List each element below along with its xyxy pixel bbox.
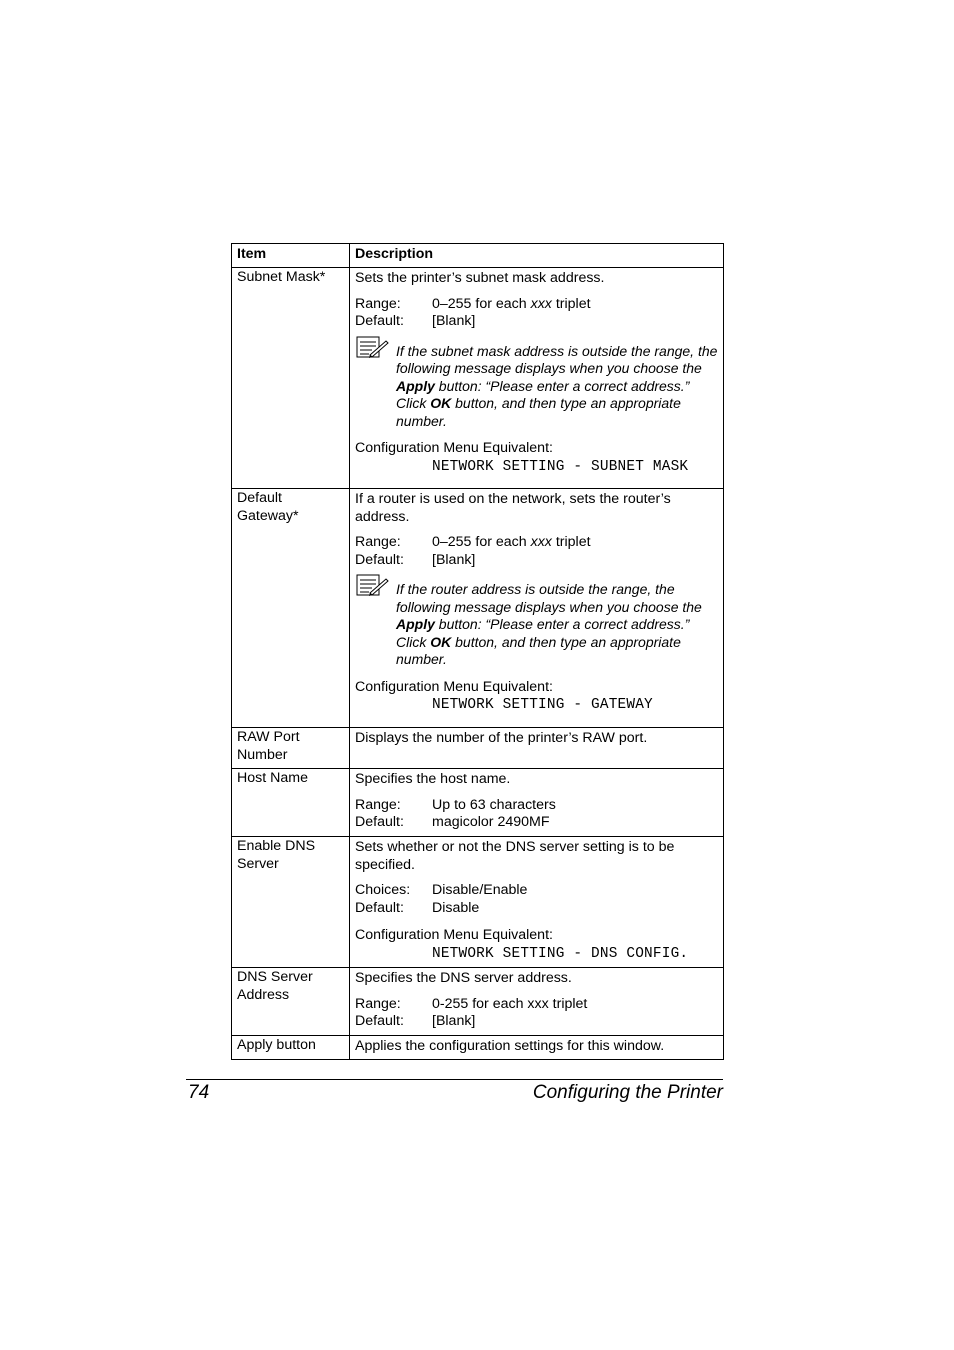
- description-cell: [350, 968, 724, 1036]
- table-row: [232, 968, 724, 1036]
- note-block: [355, 581, 719, 669]
- note-block: [355, 343, 719, 431]
- item-cell: [232, 489, 350, 728]
- description-cell: [350, 728, 724, 769]
- field-key: Range:: [355, 295, 401, 312]
- description-text: Specifies the host name.: [355, 771, 511, 787]
- item-label: RAW Port Number: [237, 729, 300, 763]
- field-row: [355, 996, 719, 1014]
- table-header-row: [232, 244, 724, 268]
- field-key: Default:: [355, 313, 404, 329]
- description-text: Sets the printer’s subnet mask address.: [355, 270, 605, 286]
- config-menu-value: NETWORK SETTING - SUBNET MASK: [432, 458, 689, 475]
- field-value: 0–255 for each xxx triplet: [432, 295, 591, 312]
- description-cell: [350, 268, 724, 489]
- config-menu-label: Configuration Menu Equivalent:: [355, 440, 553, 456]
- table-row: [232, 837, 724, 968]
- note-text: If the subnet mask address is outside the range, the following message displays when you choose the Apply button: “Please enter a correct address.” Click OK button, and then type an appropriate number.: [396, 342, 718, 429]
- field-row: [355, 552, 719, 570]
- item-label: Default Gateway*: [237, 490, 299, 524]
- field-value: magicolor 2490MF: [432, 814, 550, 830]
- item-label: Subnet Mask*: [237, 269, 326, 285]
- table-row: [232, 1036, 724, 1060]
- field-key: Choices:: [355, 882, 411, 898]
- field-row: [355, 814, 719, 832]
- description-text: If a router is used on the network, sets the router’s address.: [355, 491, 671, 525]
- description-text: Sets whether or not the DNS server setting is to be specified.: [355, 839, 675, 873]
- field-value: 0-255 for each xxx triplet: [432, 995, 588, 1012]
- settings-table: [231, 243, 724, 1060]
- table-row: [232, 489, 724, 728]
- field-value: [Blank]: [432, 313, 476, 329]
- field-row: [355, 1013, 719, 1031]
- field-value: [Blank]: [432, 1013, 476, 1029]
- field-key: Range:: [355, 534, 401, 550]
- description-text: Displays the number of the printer’s RAW port.: [355, 730, 648, 746]
- table-body: [232, 268, 724, 1060]
- item-label: Host Name: [237, 770, 308, 786]
- item-cell: [232, 769, 350, 837]
- field-key: Default:: [355, 899, 404, 916]
- note-pencil-icon: [355, 581, 396, 669]
- field-row: [355, 534, 719, 552]
- field-row: [355, 797, 719, 815]
- field-key: Default:: [355, 551, 404, 568]
- field-row: [355, 296, 719, 314]
- item-label: Enable DNS Server: [237, 838, 316, 872]
- description-cell: [350, 769, 724, 837]
- field-key: Range:: [355, 796, 401, 813]
- field-row: [355, 900, 719, 918]
- field-key: Default:: [355, 1013, 404, 1029]
- description-text: Specifies the DNS server address.: [355, 970, 572, 986]
- config-menu-label: Configuration Menu Equivalent:: [355, 678, 553, 695]
- table-row: [232, 268, 724, 489]
- header-description: Description: [350, 244, 724, 268]
- table-row: [232, 728, 724, 769]
- field-key: Range:: [355, 995, 401, 1012]
- field-value: [Blank]: [432, 551, 476, 568]
- description-cell: [350, 837, 724, 968]
- footer-rule: [186, 1079, 723, 1080]
- config-menu-value: NETWORK SETTING - DNS CONFIG.: [432, 945, 689, 962]
- description-cell: [350, 489, 724, 728]
- field-key: Default:: [355, 814, 404, 830]
- item-cell: [232, 268, 350, 489]
- page-number: 74: [188, 1082, 210, 1103]
- field-value: Up to 63 characters: [432, 796, 556, 813]
- field-value: 0–255 for each xxx triplet: [432, 534, 591, 550]
- item-cell: [232, 837, 350, 968]
- note-text: If the router address is outside the range, the following message displays when you choose the Apply button: “Please enter a correct address.” Click OK button, and then type an appropriate number.: [396, 581, 702, 667]
- item-cell: [232, 968, 350, 1036]
- config-menu-label: Configuration Menu Equivalent:: [355, 927, 553, 943]
- field-value: Disable: [432, 899, 480, 916]
- field-row: [355, 882, 719, 900]
- header-item: Item: [232, 244, 350, 268]
- config-menu-value: NETWORK SETTING - GATEWAY: [432, 697, 653, 713]
- item-label: Apply button: [237, 1037, 316, 1053]
- table-row: [232, 769, 724, 837]
- section-title: Configuring the Printer: [532, 1082, 723, 1103]
- item-cell: [232, 1036, 350, 1060]
- field-value: Disable/Enable: [432, 882, 528, 898]
- field-row: [355, 313, 719, 331]
- item-label: DNS Server Address: [237, 969, 313, 1003]
- note-pencil-icon: [355, 343, 396, 431]
- description-cell: [350, 1036, 724, 1060]
- item-cell: [232, 728, 350, 769]
- description-text: Applies the configuration settings for this window.: [355, 1038, 665, 1054]
